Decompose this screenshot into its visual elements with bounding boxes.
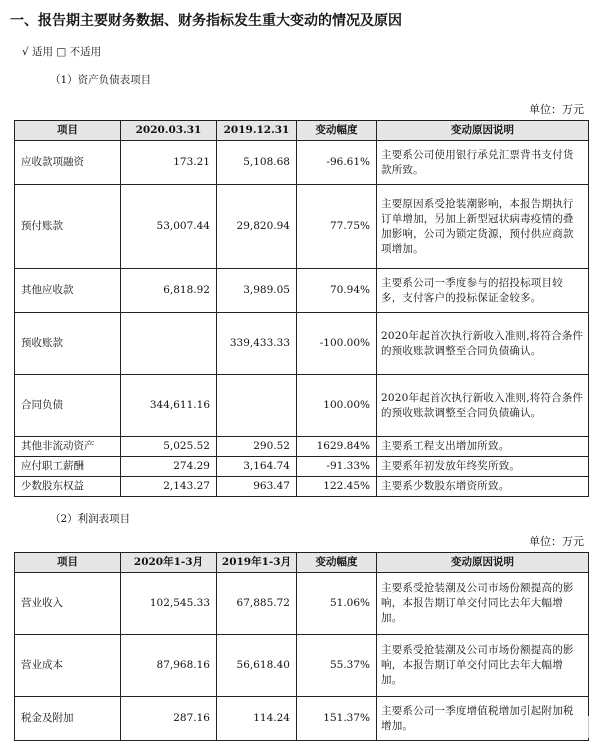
row-label: 少数股东权益 [15, 477, 121, 497]
column-header: 项目 [15, 121, 121, 141]
row-label: 应收款项融资 [15, 141, 121, 185]
value-cell [121, 313, 217, 375]
value-cell: 274.29 [121, 457, 217, 477]
value-cell: 114.24 [217, 697, 297, 741]
table-row [15, 269, 589, 313]
row-label: 其他应收款 [15, 269, 121, 313]
value-cell: 5,108.68 [217, 141, 297, 185]
value-cell: 51.06% [297, 573, 377, 635]
value-cell: 1629.84% [297, 437, 377, 457]
value-cell: 963.47 [217, 477, 297, 497]
table-row [15, 437, 589, 457]
value-cell: 87,968.16 [121, 635, 217, 697]
value-cell: 173.21 [121, 141, 217, 185]
balance-sheet-unit: 单位：万元 [529, 103, 584, 116]
value-cell: 67,885.72 [217, 573, 297, 635]
column-header: 2019.12.31 [217, 121, 297, 141]
column-header: 2019年1-3月 [217, 553, 297, 573]
income-statement-table [14, 552, 589, 741]
row-label: 税金及附加 [15, 697, 121, 741]
value-cell: 100.00% [297, 375, 377, 437]
value-cell [217, 375, 297, 437]
value-cell: 102,545.33 [121, 573, 217, 635]
value-cell: 122.45% [297, 477, 377, 497]
income-statement-title: （2）利润表项目 [50, 513, 131, 525]
balance-sheet-table [14, 120, 589, 497]
row-label: 其他非流动资产 [15, 437, 121, 457]
value-cell: 3,164.74 [217, 457, 297, 477]
column-header: 变动幅度 [297, 553, 377, 573]
value-cell: 290.52 [217, 437, 297, 457]
value-cell: 2,143.27 [121, 477, 217, 497]
row-label: 营业成本 [15, 635, 121, 697]
reason-cell: 2020年起首次执行新收入准则,将符合条件的预收账款调整至合同负债确认。 [377, 313, 589, 375]
value-cell: 287.16 [121, 697, 217, 741]
row-label: 合同负债 [15, 375, 121, 437]
reason-cell: 主要系少数股东增资所致。 [377, 477, 589, 497]
value-cell: 5,025.52 [121, 437, 217, 457]
value-cell: 77.75% [297, 185, 377, 269]
value-cell: -96.61% [297, 141, 377, 185]
applicability-line: √ 适用 □ 不适用 [22, 46, 102, 58]
reason-cell: 主要系公司一季度参与的招投标项目较多，支付客户的投标保证金较多。 [377, 269, 589, 313]
reason-cell: 主要系受抢装潮及公司市场份额提高的影响，本报告期订单交付同比去年大幅增加。 [377, 573, 589, 635]
table-row [15, 141, 589, 185]
value-cell: 70.94% [297, 269, 377, 313]
row-label: 预付账款 [15, 185, 121, 269]
income-statement-unit: 单位：万元 [529, 535, 584, 548]
value-cell: 6,818.92 [121, 269, 217, 313]
table-row [15, 477, 589, 497]
value-cell: 3,989.05 [217, 269, 297, 313]
table-row [15, 375, 589, 437]
section-heading: 一、报告期主要财务数据、财务指标发生重大变动的情况及原因 [10, 13, 402, 29]
reason-cell: 2020年起首次执行新收入准则,将符合条件的预收账款调整至合同负债确认。 [377, 375, 589, 437]
table-header-row [15, 553, 589, 573]
reason-cell: 主要系受抢装潮及公司市场份额提高的影响，本报告期订单交付同比去年大幅增加。 [377, 635, 589, 697]
table-row [15, 573, 589, 635]
reason-cell: 主要系年初发放年终奖所致。 [377, 457, 589, 477]
row-label: 应付职工薪酬 [15, 457, 121, 477]
column-header: 变动原因说明 [377, 121, 589, 141]
reason-cell: 主要系工程支出增加所致。 [377, 437, 589, 457]
reason-cell: 主要系公司使用银行承兑汇票背书支付货款所致。 [377, 141, 589, 185]
table-row [15, 313, 589, 375]
row-label: 营业收入 [15, 573, 121, 635]
value-cell: -91.33% [297, 457, 377, 477]
row-label: 预收账款 [15, 313, 121, 375]
reason-cell: 主要系公司一季度增值税增加引起附加税增加。 [377, 697, 589, 741]
reason-cell: 主要原因系受抢装潮影响，本报告期执行订单增加，另加上新型冠状病毒疫情的叠加影响，公司为锁定货源，预付供应商款项增加。 [377, 185, 589, 269]
value-cell: 151.37% [297, 697, 377, 741]
column-header: 项目 [15, 553, 121, 573]
table-header-row [15, 121, 589, 141]
balance-sheet-title: （1）资产负债表项目 [50, 74, 152, 86]
column-header: 2020年1-3月 [121, 553, 217, 573]
value-cell: 344,611.16 [121, 375, 217, 437]
table-row [15, 635, 589, 697]
value-cell: 53,007.44 [121, 185, 217, 269]
column-header: 2020.03.31 [121, 121, 217, 141]
table-row [15, 457, 589, 477]
table-row [15, 185, 589, 269]
column-header: 变动幅度 [297, 121, 377, 141]
value-cell: 339,433.33 [217, 313, 297, 375]
watermark-overlay [424, 716, 594, 738]
value-cell: 55.37% [297, 635, 377, 697]
column-header: 变动原因说明 [377, 553, 589, 573]
value-cell: 56,618.40 [217, 635, 297, 697]
value-cell: -100.00% [297, 313, 377, 375]
value-cell: 29,820.94 [217, 185, 297, 269]
